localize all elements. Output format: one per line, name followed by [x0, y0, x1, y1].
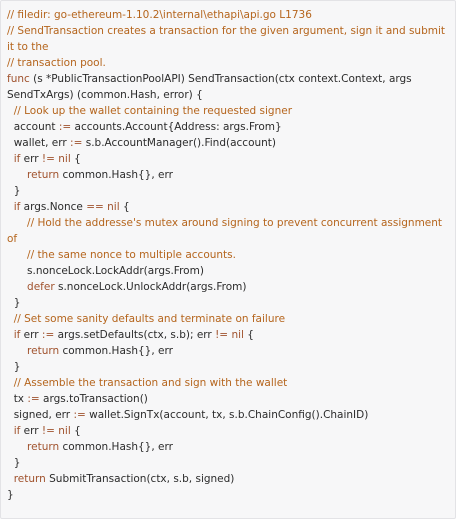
- code-line: return common.Hash{}, err: [27, 169, 173, 181]
- code-line: return SubmitTransaction(ctx, s.b, signed): [13, 473, 235, 485]
- code-line: if err := args.setDefaults(ctx, s.b); err != nil {: [13, 329, 254, 341]
- code-line: }: [7, 489, 14, 501]
- code-line: func (s *PublicTransactionPoolAPI) SendTransaction(ctx context.Context, args SendTxArgs) (common.Hash, error) {: [7, 73, 416, 101]
- code-comment-line: // Look up the wallet containing the requested signer: [7, 105, 293, 117]
- code-comment-line: // the same nonce to multiple accounts.: [7, 249, 236, 261]
- code-comment-line: // Assemble the transaction and sign with the wallet: [7, 377, 288, 389]
- code-line: if err != nil {: [13, 153, 81, 165]
- code-line: }: [7, 297, 21, 309]
- code-line: defer s.nonceLock.UnlockAddr(args.From): [27, 281, 247, 293]
- code-line: tx := args.toTransaction(): [7, 393, 148, 405]
- code-line: signed, err := wallet.SignTx(account, tx, s.b.ChainConfig().ChainID): [7, 409, 369, 421]
- code-line: account := accounts.Account{Address: args.From}: [7, 121, 282, 133]
- code-line: s.nonceLock.LockAddr(args.From): [7, 265, 204, 277]
- code-line: if err != nil {: [13, 425, 81, 437]
- code-line: }: [7, 457, 21, 469]
- code-line: if args.Nonce == nil {: [13, 201, 130, 213]
- code-comment-line: // filedir: go-ethereum-1.10.2\internal\ethapi\api.go L1736: [7, 9, 312, 21]
- code-comment-line: // SendTransaction creates a transaction for the given argument, sign it and submit it to the: [7, 25, 449, 53]
- code-line: }: [7, 185, 21, 197]
- code-line: return common.Hash{}, err: [27, 345, 173, 357]
- code-line: }: [7, 361, 21, 373]
- code-line: return common.Hash{}, err: [27, 441, 173, 453]
- code-comment-line: // Set some sanity defaults and terminate on failure: [7, 313, 286, 325]
- code-comment-line: // transaction pool.: [7, 57, 106, 69]
- code-comment-line: // Hold the addresse's mutex around signing to prevent concurrent assignment of: [7, 217, 446, 245]
- code-line: wallet, err := s.b.AccountManager().Find(account): [7, 137, 277, 149]
